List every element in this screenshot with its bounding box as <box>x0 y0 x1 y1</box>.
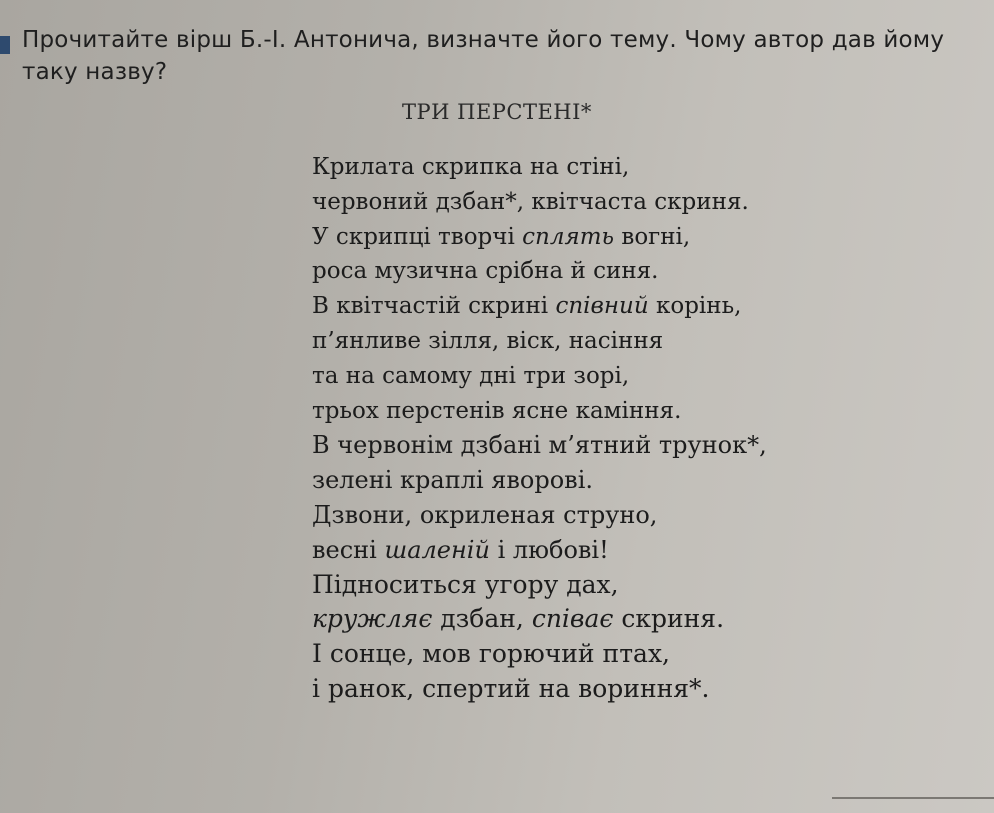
footnote-divider <box>832 797 994 799</box>
poem-line: і ранок, спертий на вориння*. <box>312 673 710 703</box>
poem-line: Підноситься угору дах, <box>312 569 619 599</box>
poem-line: У скрипці творчі сплять вогні, <box>312 223 691 250</box>
poem-line: І сонце, мов горючий птах, <box>312 639 670 669</box>
poem-line: та на самому дні три зорі, <box>312 362 630 389</box>
poem-line: Дзвони, окриленая струно, <box>312 500 658 529</box>
poem-title: ТРИ ПЕРСТЕНІ* <box>402 100 592 124</box>
poem-line: роса музична срібна й синя. <box>312 258 659 285</box>
task-marker <box>0 36 10 54</box>
poem-line: трьох перстенів ясне каміння. <box>312 397 682 424</box>
poem-line: В квітчастій скрині співний корінь, <box>312 293 742 320</box>
poem-body <box>312 150 952 707</box>
poem-line: весні шаленій і любові! <box>312 535 609 564</box>
task-instruction: Прочитайте вірш Б.-І. Антонича, визначте його тему. Чому автор дав йому таку назву? <box>22 27 945 85</box>
poem-line: червоний дзбан*, квітчаста скриня. <box>312 188 749 215</box>
poem-line: В червонім дзбані м’ятний трунок*, <box>312 431 767 460</box>
poem-line: зелені краплі яворові. <box>312 466 593 495</box>
poem-line: Крилата скрипка на стіні, <box>312 154 630 180</box>
poem-line: кружляє дзбан, співає скриня. <box>312 604 725 634</box>
poem-line: п’янливе зілля, віск, насіння <box>312 327 664 354</box>
